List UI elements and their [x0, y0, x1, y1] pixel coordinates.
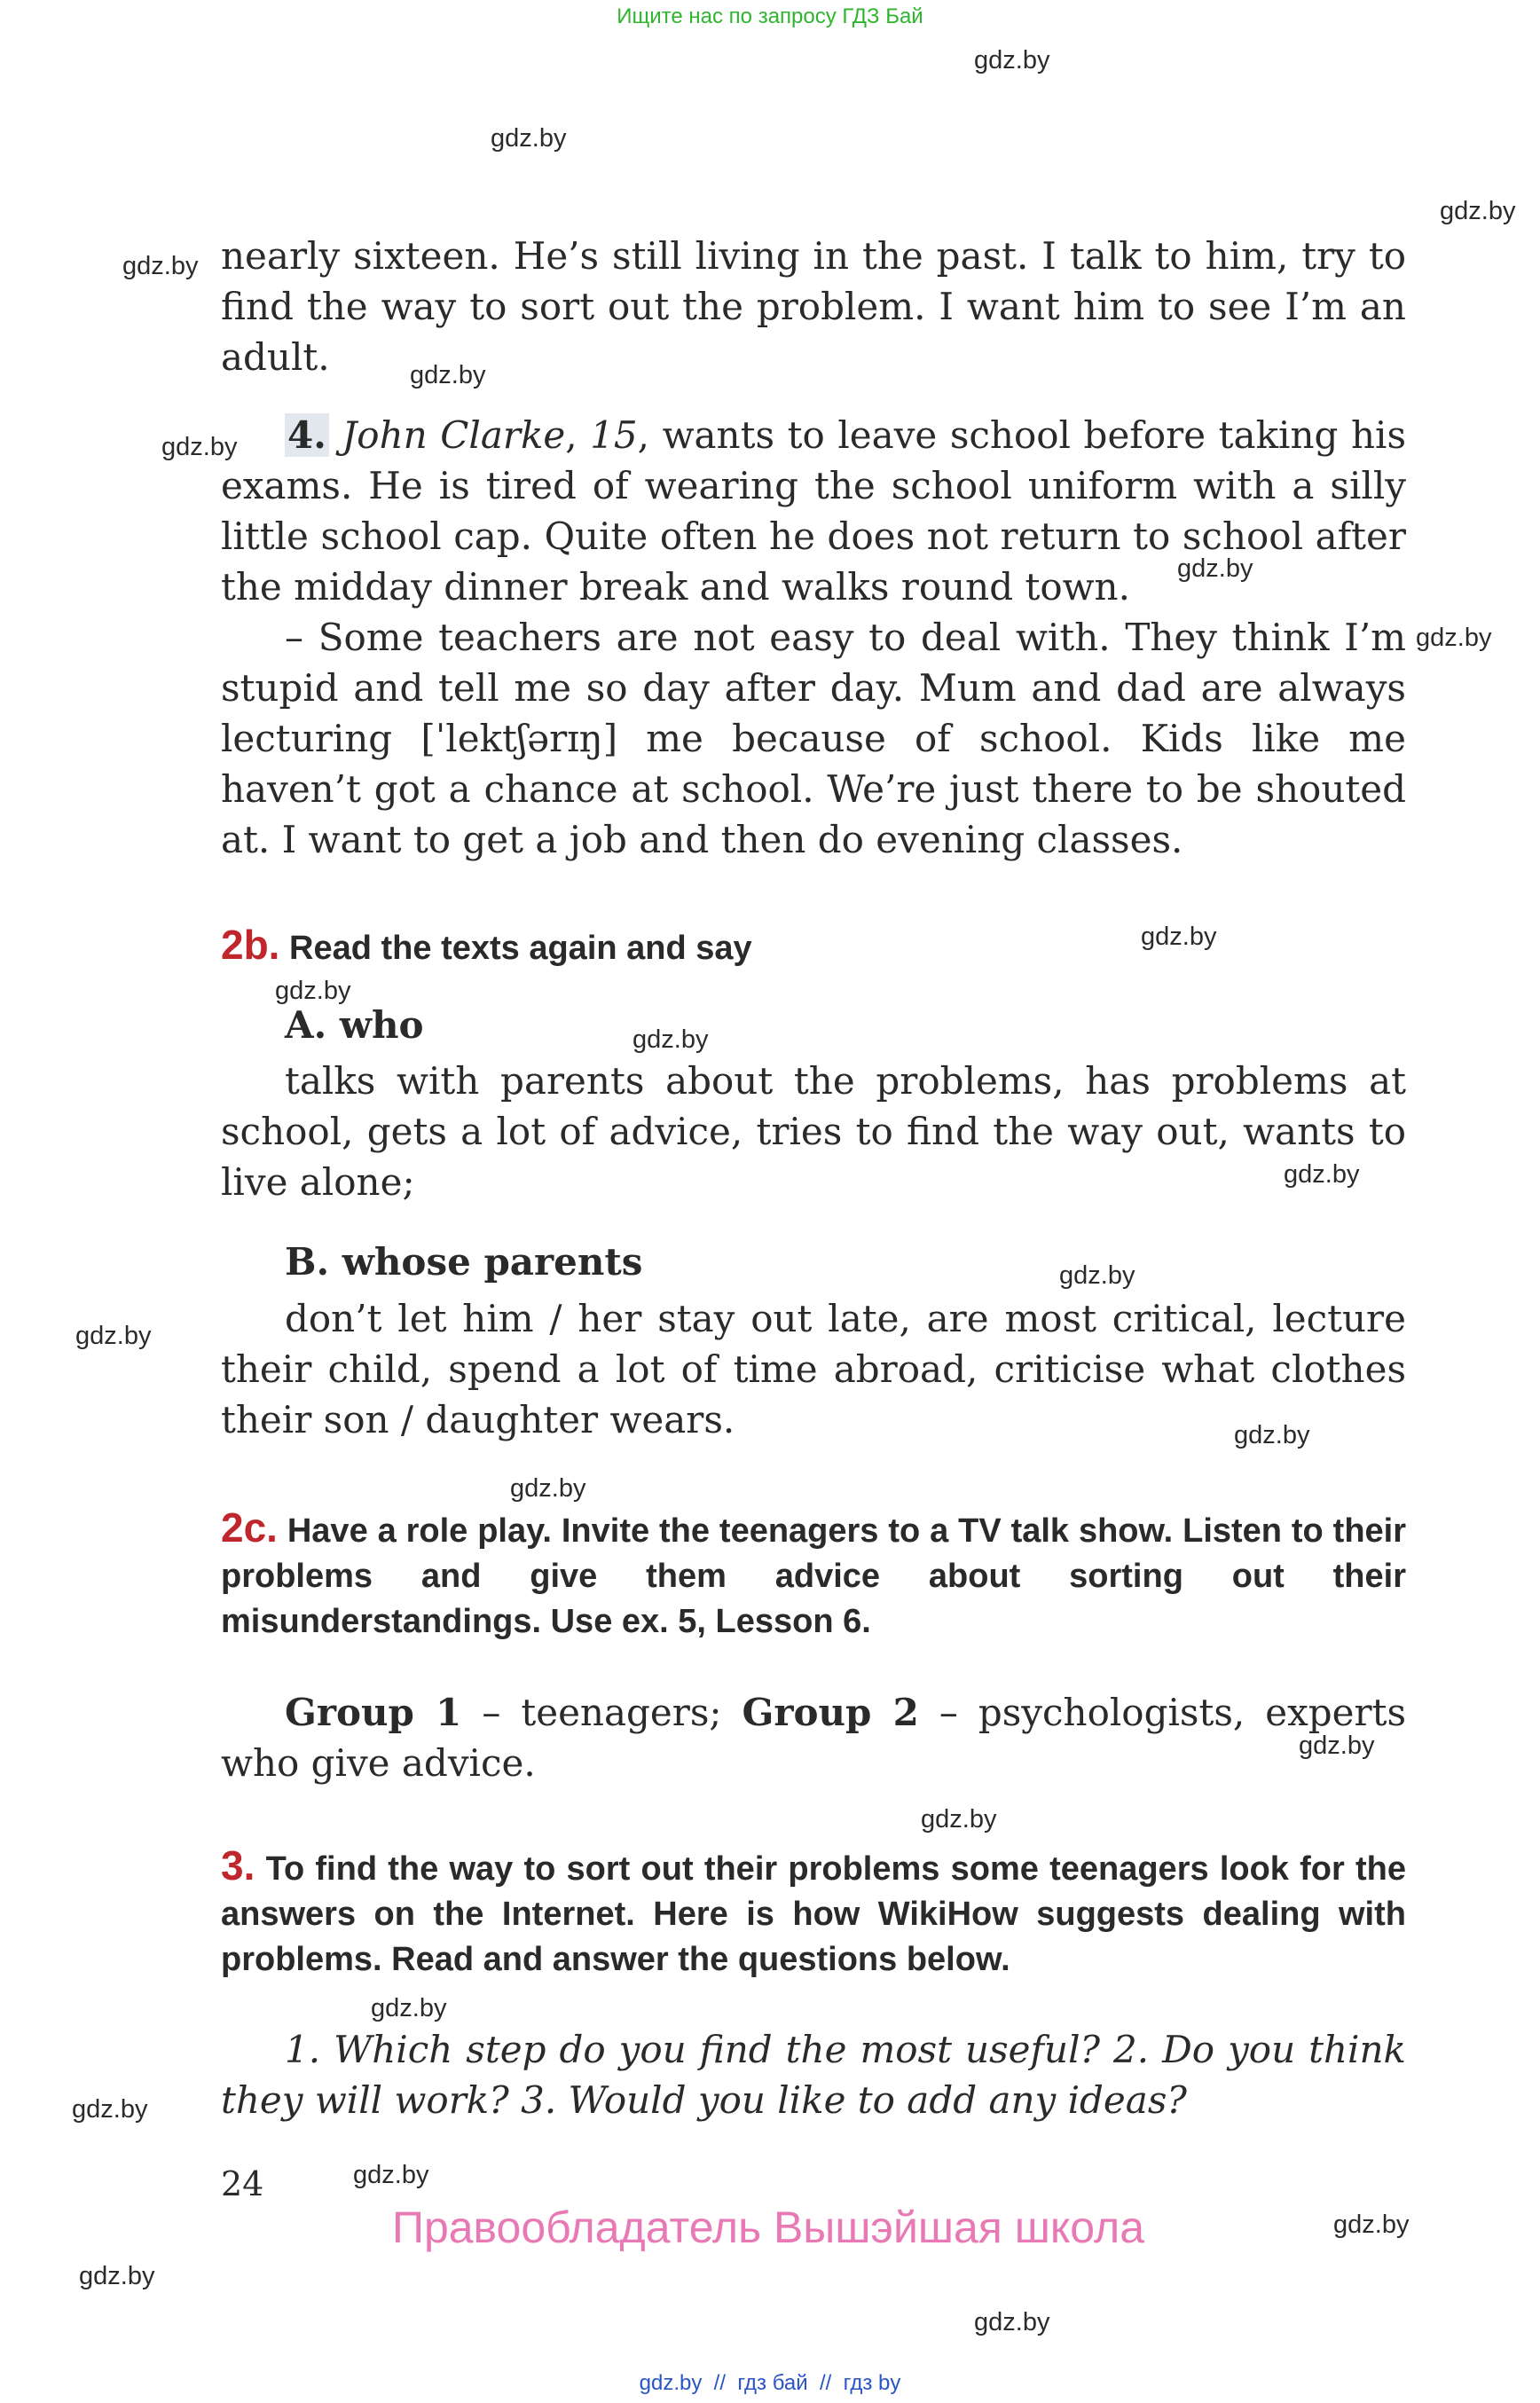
watermark: gdz.by [161, 433, 238, 461]
watermark: gdz.by [72, 2095, 148, 2124]
exercise-number: 3. [221, 1842, 255, 1889]
exercise-2c-title: 2c. Have a role play. Invite the teenagers to a TV talk show. Listen to their problems and give them advice about sorting out their misunderstandings. Use ex. 5, Lesson 6. [221, 1504, 1407, 1640]
paragraph-continuation: nearly sixteen. He’s still living in the past. I talk to him, try to find the way to sort out the problem. I want him to see I’m an adult. [221, 234, 1406, 379]
item-quote: – Some teachers are not easy to deal with. They think I’m stupid and tell me so day after day. Mum and dad are always lecturing [ˈlektʃərɪŋ] me because of school. Kids like me haven’t got a chance at school. We’re just there to be shouted at. I want to get a job and then do evening classes. [221, 616, 1406, 861]
watermark: gdz.by [1059, 1261, 1135, 1290]
exercise-2b-a-text: talks with parents about the problems, has problems at school, gets a lot of advice, tries to find the way out, wants to live alone; [221, 1059, 1406, 1204]
page-number: 24 [221, 2164, 264, 2203]
watermark: gdz.by [410, 361, 486, 389]
watermark: gdz.by [122, 252, 199, 280]
watermark: gdz.by [1234, 1421, 1310, 1449]
watermark: gdz.by [632, 1025, 709, 1054]
watermark: gdz.by [371, 1994, 447, 2022]
watermark: gdz.by [491, 124, 567, 153]
item-intro: , wants to leave school before taking his exams. He is tired of wearing the school uniform with a silly little school cap. Quite often he does not return to school after the midday dinner break and walks round town. [221, 413, 1406, 609]
watermark: gdz.by [1141, 923, 1217, 951]
group-2-label: Group 2 [742, 1691, 919, 1734]
copyright-notice: Правообладатель Вышэйшая школа [392, 2203, 1144, 2252]
watermark: gdz.by [974, 46, 1050, 75]
exercise-3-title: 3. To find the way to sort out their problems some teenagers look for the answers on the Internet. Here is how WikiHow suggests dealing with problems. Read and answer the questions below. [221, 1842, 1406, 1978]
watermark: gdz.by [1177, 554, 1253, 583]
exercise-2b-b-text: don’t let him / her stay out late, are most critical, lecture their child, spend a lot of time abroad, criticise what clothes their son / daughter wears. [221, 1297, 1406, 1441]
watermark: gdz.by [1440, 197, 1516, 225]
watermark: gdz.by [75, 1322, 152, 1350]
watermark: gdz.by [510, 1474, 586, 1503]
item-4: 4. John Clarke, 15, wants to leave school before taking his exams. He is tired of wearing the school uniform with a silly little school cap. Quite often he does not return to school after the midday dinner break and walks round town. – Some teachers are not easy to deal with. They think I’m stupid and tell me so day after day. Mum and dad are always lecturing [ˈlektʃərɪŋ] me because of school. Kids like me haven’t got a chance at school. We’re just there to be shouted at. I want to get a job and then do evening classes. [221, 410, 1406, 865]
item-name: John Clarke [342, 413, 566, 457]
subheading-a: A. who [285, 1003, 424, 1047]
exercise-number: 2c. [221, 1504, 278, 1551]
exercise-2b-title: 2b. Read the texts again and say [221, 922, 752, 968]
watermark: gdz.by [1284, 1160, 1360, 1189]
watermark: gdz.by [1333, 2211, 1410, 2239]
exercise-number: 2b. [221, 922, 280, 968]
exercise-3-questions: 1. Which step do you find the most useful? 2. Do you think they will work? 3. Would you like to add any ideas? [221, 2028, 1406, 2122]
watermark: gdz.by [353, 2161, 429, 2189]
footer-links[interactable]: gdz.by // гдз бай // гдз by [639, 2371, 901, 2395]
watermark: gdz.by [1416, 624, 1492, 652]
item-number: 4. [285, 413, 329, 457]
watermark: gdz.by [974, 2308, 1050, 2336]
top-banner[interactable]: Ищите нас по запросу ГДЗ Бай [617, 4, 923, 28]
exercise-2c-groups: Group 1 – teenagers; Group 2 – psychologists, experts who give advice. [221, 1691, 1407, 1785]
item-age: 15 [590, 413, 638, 457]
watermark: gdz.by [1299, 1732, 1375, 1760]
subheading-b: B. whose parents [285, 1240, 643, 1284]
watermark: gdz.by [275, 977, 351, 1005]
group-1-label: Group 1 [285, 1691, 462, 1734]
watermark: gdz.by [79, 2262, 155, 2290]
watermark: gdz.by [921, 1805, 997, 1834]
